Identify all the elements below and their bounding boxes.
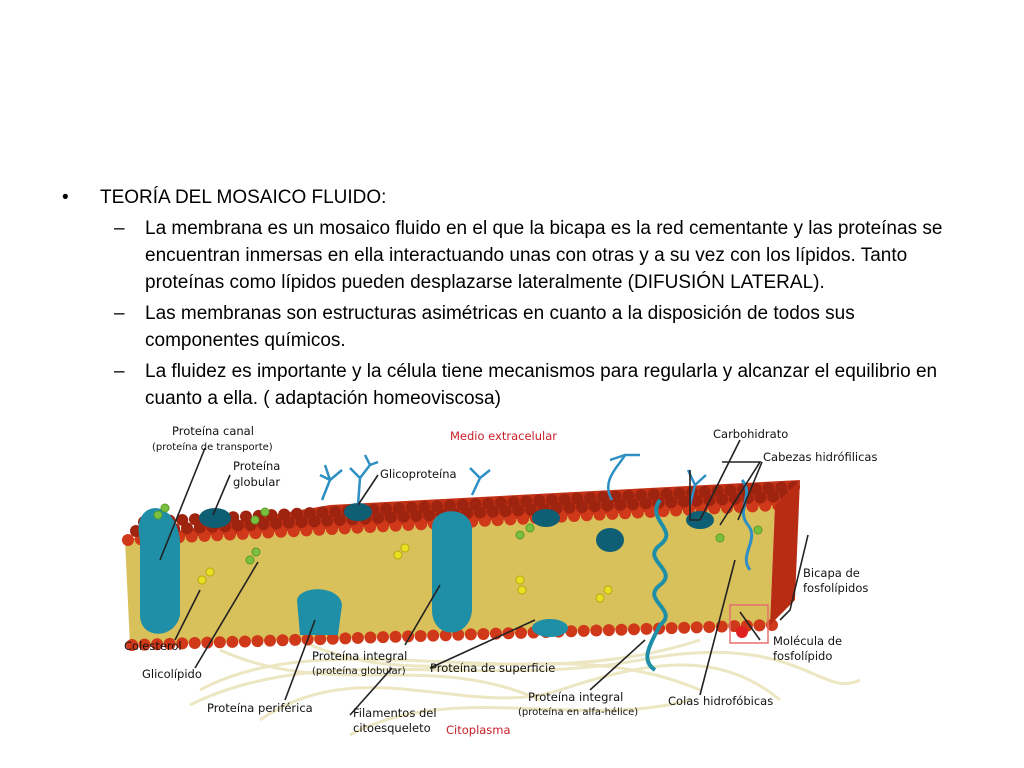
- phospholipid-head: [482, 497, 494, 509]
- phospholipid-head: [352, 632, 364, 644]
- phospholipid-head: [622, 490, 634, 502]
- phospholipid-head: [559, 493, 571, 505]
- phospholipid-head: [753, 619, 765, 631]
- phospholipid-head: [427, 630, 439, 642]
- phospholipid-head: [393, 502, 405, 514]
- phospholipid-head: [495, 497, 507, 509]
- sub-bullet-text: La fluidez es importante y la célula tiene mecanismos para regularla y alcanzar el equilibrio en cuanto a ella. ( adaptación homeoviscosa): [145, 361, 938, 409]
- phospholipid-head: [390, 631, 402, 643]
- phospholipid-head: [641, 623, 653, 635]
- dash-mark: –: [114, 218, 125, 239]
- label-cytoplasm: Citoplasma: [446, 723, 511, 737]
- label-peripheral-protein: Proteína periférica: [207, 701, 313, 715]
- phospholipid-head: [278, 508, 290, 520]
- phospholipid-head: [615, 624, 627, 636]
- phospholipid-head: [597, 491, 609, 503]
- bullet-list: [62, 184, 967, 412]
- phospholipid-head: [584, 492, 596, 504]
- phospholipid-head: [444, 500, 456, 512]
- phospholipid-head: [418, 501, 430, 513]
- label-hydrophobic-tails: Colas hidrofóbicas: [668, 694, 774, 708]
- phospholipid-head: [457, 499, 469, 511]
- membrane-diagram: [0, 420, 1024, 768]
- bullet-heading-row: [62, 184, 967, 211]
- phospholipid-head: [724, 484, 736, 496]
- dash-mark: –: [114, 361, 125, 382]
- phospholipid-head: [465, 628, 477, 640]
- phospholipid-head: [364, 632, 376, 644]
- label-integral-globular-1: Proteína integral: [312, 649, 408, 663]
- phospholipid-head: [264, 635, 276, 647]
- label-globular-protein-1: Proteína: [233, 459, 281, 473]
- phospholipid-head: [635, 489, 647, 501]
- label-bilayer-2: fosfolípidos: [803, 581, 869, 595]
- label-hydrophilic-heads: Cabezas hidrófilicas: [763, 450, 878, 464]
- phospholipid-head: [775, 482, 787, 494]
- sub-bullet-3: [114, 358, 967, 412]
- phospholipid-molecule-highlight: [736, 626, 748, 638]
- phospholipid-head: [240, 511, 252, 523]
- phospholipid-head: [329, 506, 341, 518]
- phospholipid-head: [712, 485, 724, 497]
- label-phospholipid-molecule-2: fosfolípido: [773, 649, 833, 663]
- phospholipid-head: [239, 635, 251, 647]
- phospholipid-head: [189, 637, 201, 649]
- phospholipid-head: [406, 502, 418, 514]
- phospholipid-head: [415, 630, 427, 642]
- phospholipid-head: [673, 487, 685, 499]
- label-filaments-1: Filamentos del: [353, 706, 437, 720]
- phospholipid-head: [763, 482, 775, 494]
- label-transport-protein: (proteína de transporte): [152, 442, 273, 453]
- label-extracellular-medium: Medio extracelular: [450, 429, 557, 443]
- label-integral-helix-2: (proteína en alfa-hélice): [518, 707, 639, 718]
- phospholipid-head: [251, 635, 263, 647]
- phospholipid-head: [508, 496, 520, 508]
- label-channel-protein: Proteína canal: [172, 424, 254, 438]
- sub-bullet-2: [114, 300, 967, 354]
- label-filaments-2: citoesqueleto: [353, 721, 431, 735]
- phospholipid-head: [691, 621, 703, 633]
- label-carbohydrate: Carbohidrato: [713, 427, 789, 441]
- phospholipid-head: [431, 500, 443, 512]
- label-integral-helix-1: Proteína integral: [528, 690, 624, 704]
- phospholipid-head: [291, 508, 303, 520]
- phospholipid-head: [571, 493, 583, 505]
- sub-bullet-text: Las membranas son estructuras asimétricas en cuanto a la disposición de todos sus componentes químicos.: [145, 303, 855, 351]
- phospholipid-head: [648, 489, 660, 501]
- phospholipid-head: [603, 624, 615, 636]
- phospholipid-head: [578, 625, 590, 637]
- glycoprotein-base: [344, 503, 372, 521]
- phospholipid-head: [316, 506, 328, 518]
- phospholipid-head: [590, 624, 602, 636]
- phospholipid-head: [703, 621, 715, 633]
- phospholipid-head: [666, 622, 678, 634]
- phospholipid-head: [122, 534, 134, 546]
- label-phospholipid-molecule-1: Molécula de: [773, 634, 843, 648]
- phospholipid-head: [380, 503, 392, 515]
- surface-protein: [532, 509, 560, 527]
- phospholipid-head: [214, 636, 226, 648]
- globular-protein: [596, 528, 624, 552]
- label-globular-protein-2: globular: [233, 475, 281, 489]
- dash-mark: –: [114, 303, 125, 324]
- bullet-mark: •: [62, 187, 69, 208]
- phospholipid-head: [289, 634, 301, 646]
- phospholipid-head: [226, 636, 238, 648]
- label-integral-globular-2: (proteína globular): [312, 666, 406, 677]
- phospholipid-head: [520, 495, 532, 507]
- integral-protein: [432, 511, 472, 632]
- phospholipid-head: [339, 632, 351, 644]
- peripheral-protein: [297, 589, 342, 635]
- label-glycolipid: Glicolípido: [142, 667, 202, 681]
- bullet-heading: TEORÍA DEL MOSAICO FLUIDO:: [100, 187, 387, 208]
- label-surface-protein: Proteína de superficie: [430, 661, 556, 675]
- phospholipid-head: [699, 486, 711, 498]
- phospholipid-head: [304, 507, 316, 519]
- surface-protein-bottom: [532, 619, 568, 637]
- label-glycoprotein: Glicoproteína: [380, 467, 457, 481]
- phospholipid-head: [277, 634, 289, 646]
- phospholipid-head: [628, 623, 640, 635]
- phospholipid-head: [661, 488, 673, 500]
- sub-bullet-1: [114, 215, 967, 296]
- label-bilayer-1: Bicapa de: [803, 566, 860, 580]
- sub-bullet-text: La membrana es un mosaico fluido en el que la bicapa es la red cementante y las proteínas se encuentran inmersas en ella interactuando unas con otras y a su vez con los lípidos. Tanto proteínas como lípidos pueden desplazarse lateralmente (DIFUSIÓN LATERAL).: [145, 218, 943, 293]
- phospholipid-head: [546, 494, 558, 506]
- phospholipid-head: [678, 622, 690, 634]
- phospholipid-head: [477, 628, 489, 640]
- phospholipid-head: [469, 498, 481, 510]
- phospholipid-head: [377, 631, 389, 643]
- label-cholesterol: Colesterol: [124, 639, 182, 653]
- phospholipid-head: [533, 495, 545, 507]
